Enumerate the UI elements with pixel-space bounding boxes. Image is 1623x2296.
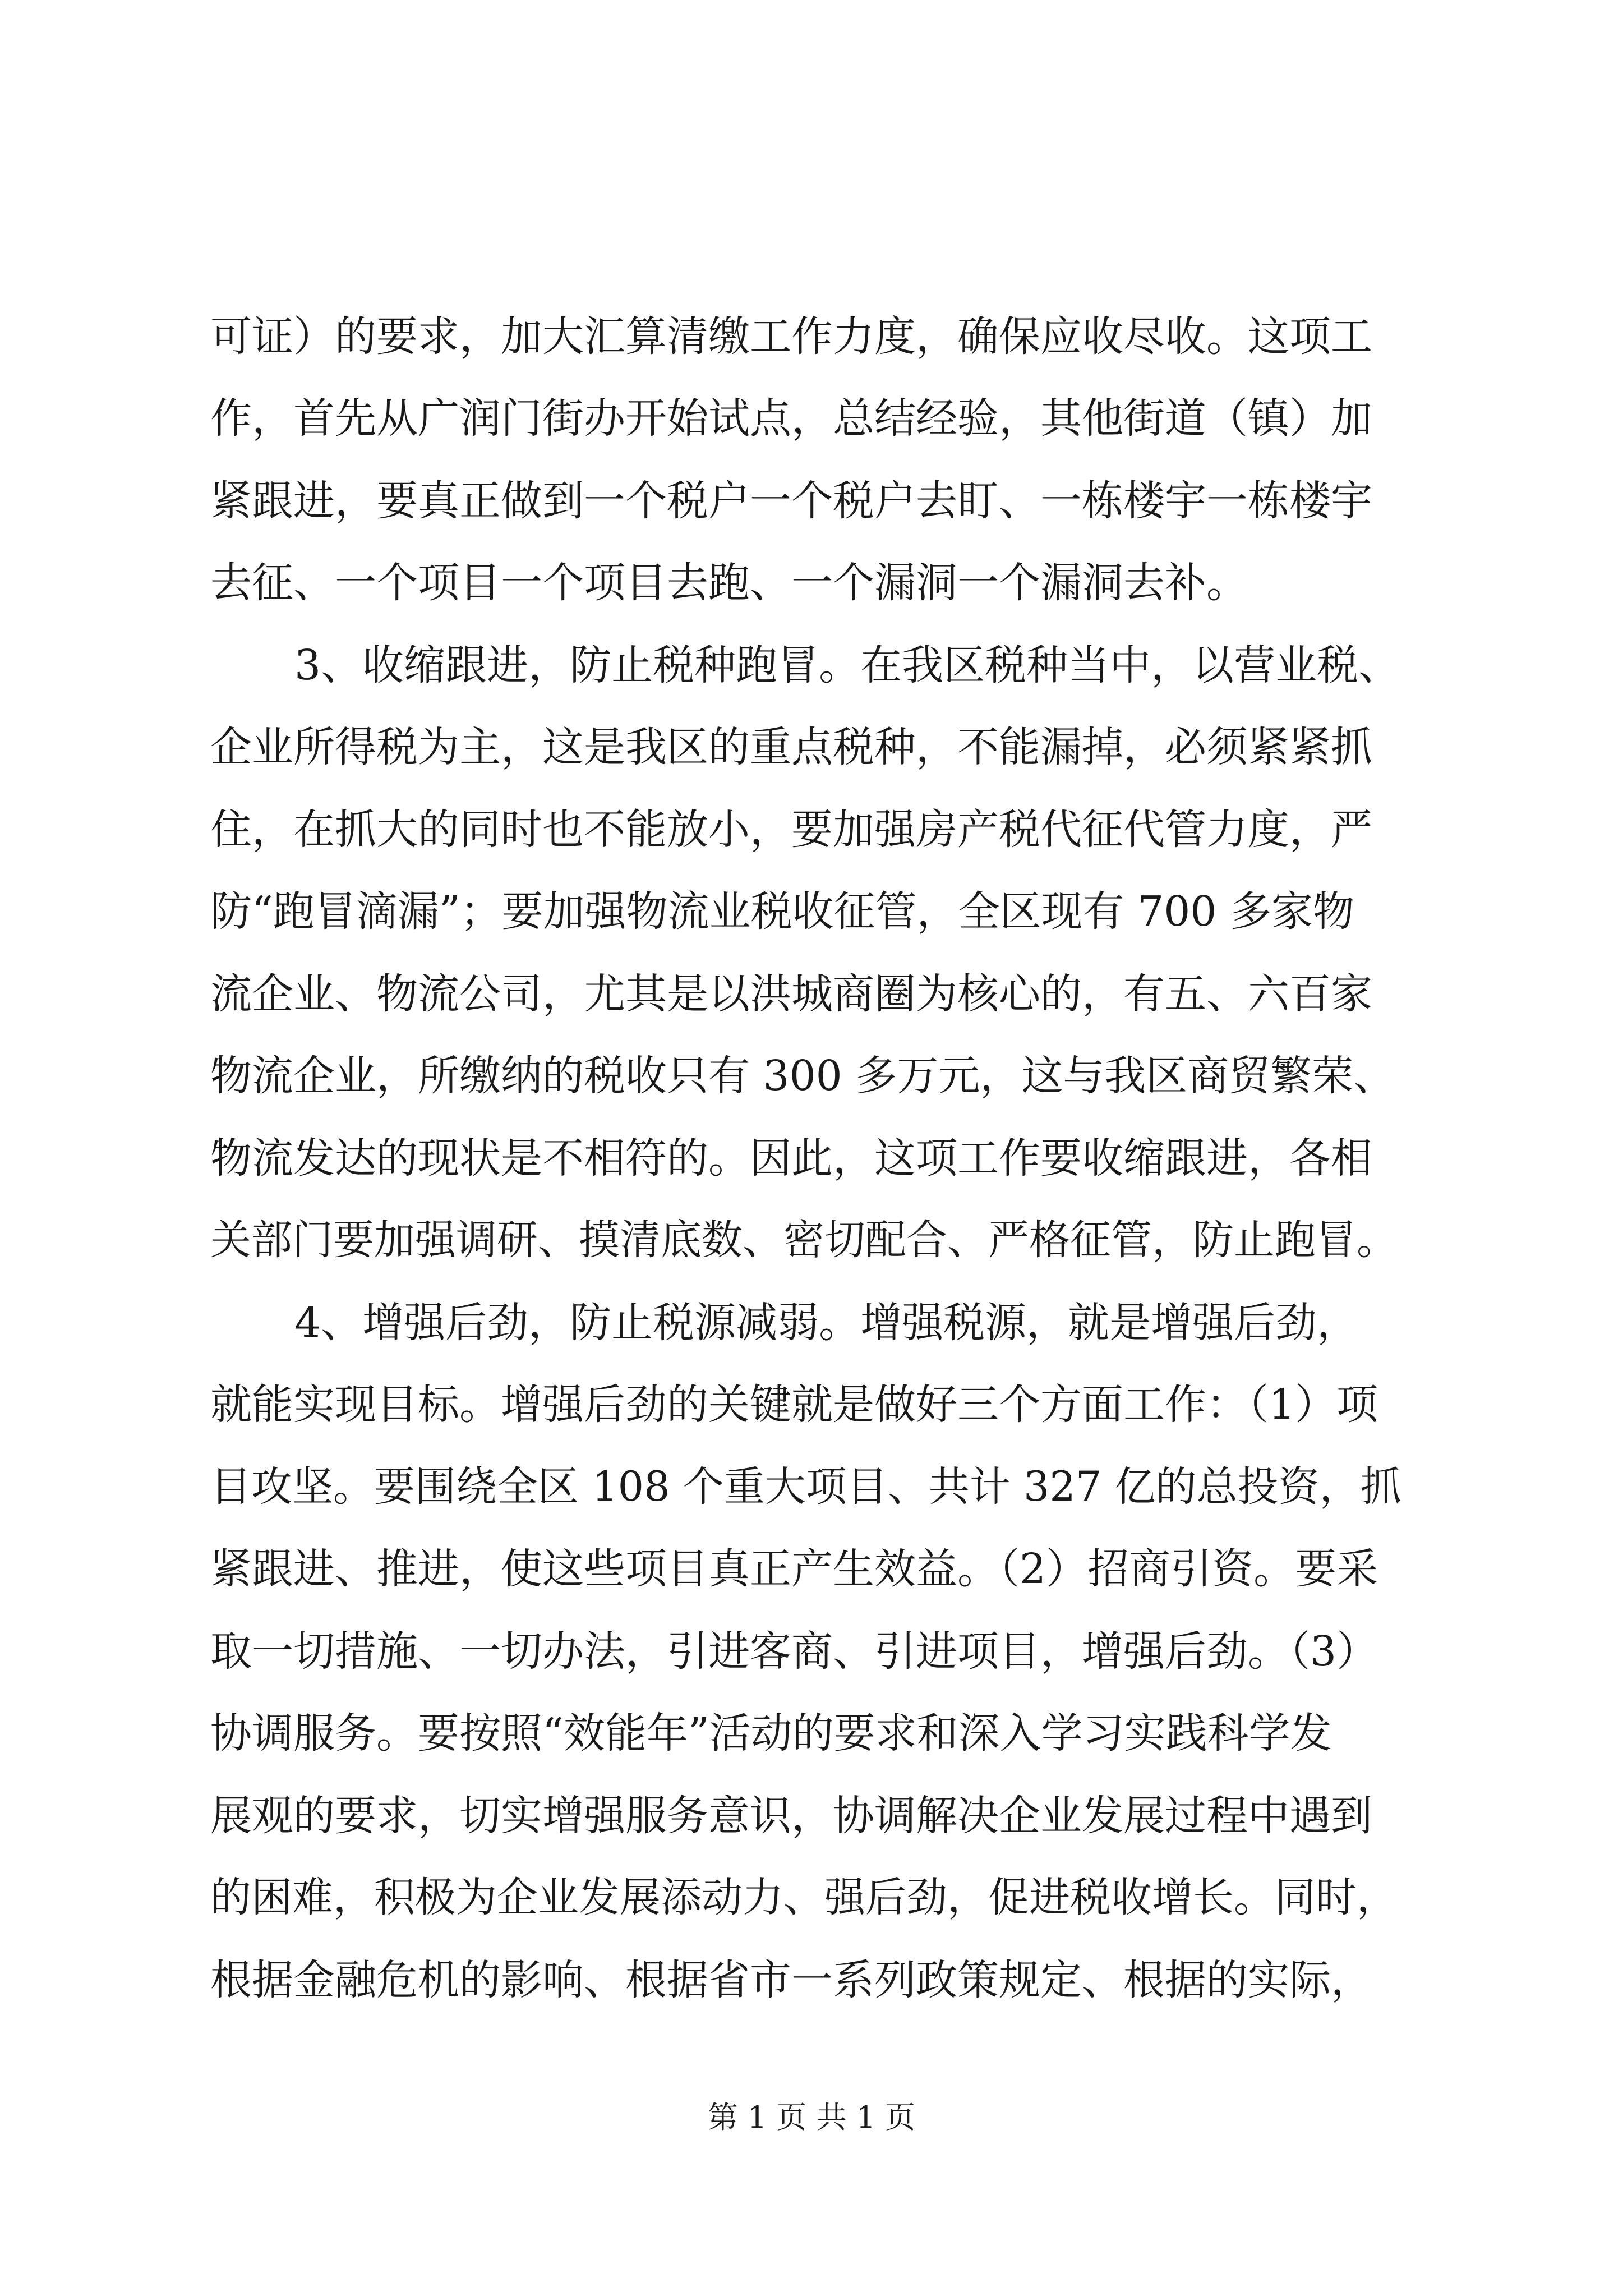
body-line: 紧跟进、推进，使这些项目真正产生效益。（2）招商引资。要采 xyxy=(210,1545,1378,1593)
body-line: 住，在抓大的同时也不能放小，要加强房产税代征代管力度，严 xyxy=(210,806,1372,854)
body-line: 协调服务。要按照“效能年”活动的要求和深入学习实践科学发 xyxy=(210,1709,1332,1757)
page-footer: 第 1 页 共 1 页 xyxy=(707,2100,916,2135)
body-line: 关部门要加强调研、摸清底数、密切配合、严格征管，防止跑冒。 xyxy=(210,1216,1398,1264)
paragraph-start-line: 3、收缩跟进，防止税种跑冒。在我区税种当中，以营业税、 xyxy=(294,641,1400,689)
body-line: 取一切措施、一切办法，引进客商、引进项目，增强后劲。（3） xyxy=(210,1627,1378,1676)
body-line: 就能实现目标。增强后劲的关键就是做好三个方面工作：（1）项 xyxy=(210,1381,1378,1429)
body-line: 的困难，积极为企业发展添动力、强后劲，促进税收增长。同时， xyxy=(210,1874,1398,1921)
body-line: 物流企业，所缴纳的税收只有 300 多万元，这与我区商贸繁荣、 xyxy=(210,1052,1395,1100)
body-line: 可证）的要求，加大汇算清缴工作力度，确保应收尽收。这项工 xyxy=(210,312,1372,361)
body-line: 作，首先从广润门街办开始试点，总结经验，其他街道（镇）加 xyxy=(210,394,1372,443)
paragraph-start-line: 4、增强后劲，防止税源减弱。增强税源，就是增强后劲， xyxy=(294,1299,1359,1347)
body-line: 紧跟进，要真正做到一个税户一个税户去盯、一栋楼宇一栋楼宇 xyxy=(210,477,1372,525)
body-line: 目攻坚。要围绕全区 108 个重大项目、共计 327 亿的总投资，抓 xyxy=(210,1463,1401,1511)
body-line: 根据金融危机的影响、根据省市一系列政策规定、根据的实际， xyxy=(210,1956,1372,2004)
body-line: 物流发达的现状是不相符的。因此，这项工作要收缩跟进，各相 xyxy=(210,1134,1372,1182)
body-line: 企业所得税为主，这是我区的重点税种，不能漏掉，必须紧紧抓 xyxy=(210,723,1372,771)
body-line: 去征、一个项目一个项目去跑、一个漏洞一个漏洞去补。 xyxy=(210,559,1248,607)
body-line: 流企业、物流公司，尤其是以洪城商圈为核心的，有五、六百家 xyxy=(210,970,1372,1018)
body-line: 防“跑冒滴漏”；要加强物流业税收征管，全区现有 700 多家物 xyxy=(210,887,1354,936)
body-line: 展观的要求，切实增强服务意识，协调解决企业发展过程中遇到 xyxy=(210,1792,1372,1840)
